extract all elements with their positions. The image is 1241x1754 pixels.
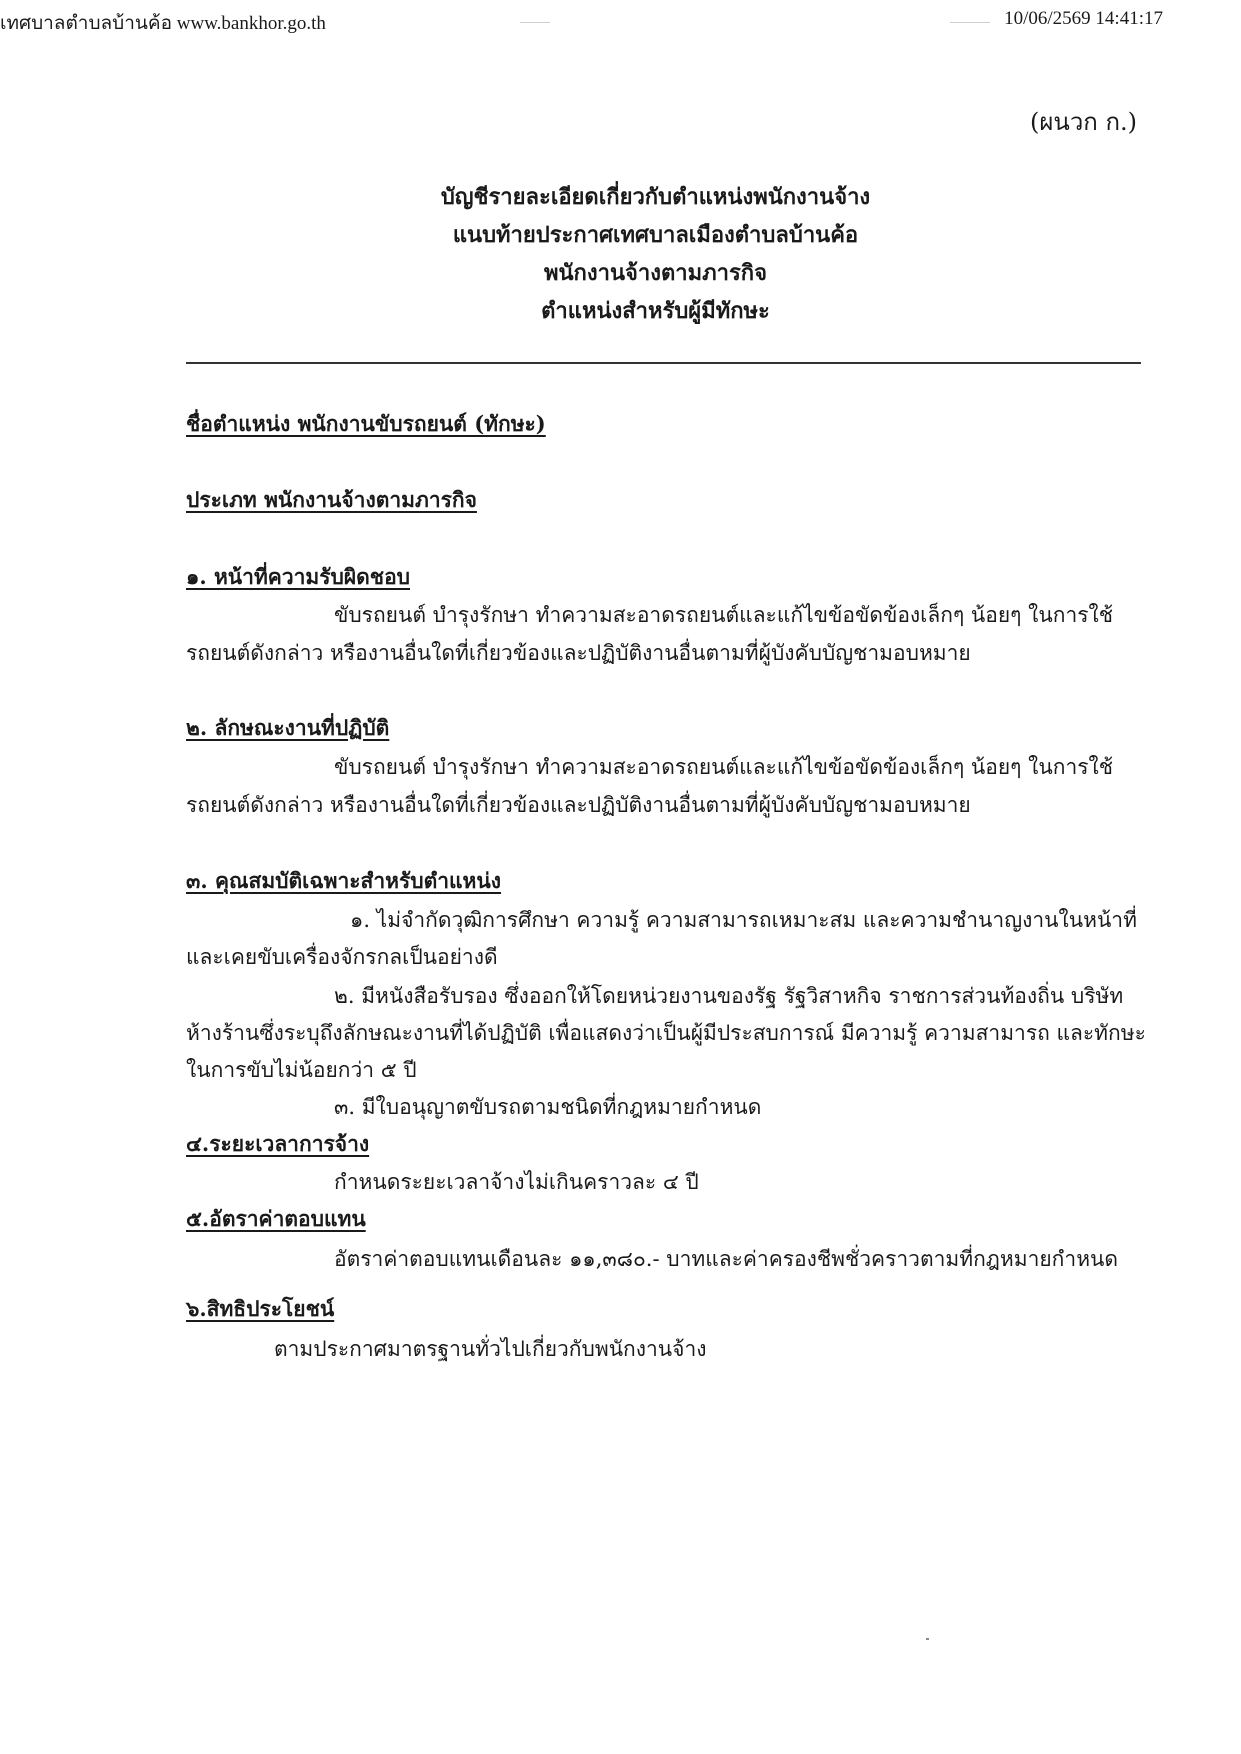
section-pay-heading: ๕.อัตราค่าตอบแทน — [186, 1206, 366, 1231]
annex-label: (ผนวก ก.) — [1030, 108, 1137, 136]
qualification-3: ๓. มีใบอนุญาตขับรถตามชนิดที่กฎหมายกำหนด — [334, 1095, 762, 1119]
benefits-text: ตามประกาศมาตรฐานทั่วไปเกี่ยวกับพนักงานจ้าง — [274, 1337, 707, 1361]
section-qualifications-heading: ๓. คุณสมบัติเฉพาะสำหรับตำแหน่ง — [186, 868, 502, 893]
work-line-1: ขับรถยนต์ บำรุงรักษา ทำความสะอาดรถยนต์และแก้ไขข้อขัดข้องเล็กๆ น้อยๆ ในการใช้ — [334, 755, 1114, 779]
section-work-heading: ๒. ลักษณะงานที่ปฏิบัติ — [186, 715, 390, 740]
qualification-2-line-1: ๒. มีหนังสือรับรอง ซึ่งออกให้โดยหน่วยงานของรัฐ รัฐวิสาหกิจ ราชการส่วนท้องถิ่น บริษัท — [334, 984, 1124, 1008]
document-title — [0, 178, 1241, 330]
scan-mark — [520, 22, 550, 23]
scan-mark — [950, 22, 990, 23]
qualification-1-line-1: ๑. ไม่จำกัดวุฒิการศึกษา ความรู้ ความสามารถเหมาะสม และความชำนาญงานในหน้าที่ — [350, 908, 1137, 932]
position-type: ประเภท พนักงานจ้างตามภารกิจ — [186, 487, 477, 512]
title-line: บัญชีรายละเอียดเกี่ยวกับตำแหน่งพนักงานจ้าง — [440, 184, 871, 210]
title-line: พนักงานจ้างตามภารกิจ — [543, 260, 767, 286]
title-line: แนบท้ายประกาศเทศบาลเมืองตำบลบ้านค้อ — [452, 222, 859, 248]
section-duties-heading: ๑. หน้าที่ความรับผิดชอบ — [186, 564, 411, 589]
pay-text: อัตราค่าตอบแทนเดือนละ ๑๑,๓๘๐.- บาทและค่าครองชีพชั่วคราวตามที่กฎหมายกำหนด — [334, 1247, 1119, 1271]
duties-line-1: ขับรถยนต์ บำรุงรักษา ทำความสะอาดรถยนต์และแก้ไขข้อขัดข้องเล็กๆ น้อยๆ ในการใช้ — [334, 603, 1114, 627]
scan-speck — [926, 1638, 929, 1640]
term-text: กำหนดระยะเวลาจ้างไม่เกินคราวละ ๔ ปี — [334, 1170, 699, 1194]
position-name: ชื่อตำแหน่ง พนักงานขับรถยนต์ (ทักษะ) — [186, 411, 546, 436]
title-line: ตำแหน่งสำหรับผู้มีทักษะ — [541, 298, 770, 324]
section-term-heading: ๔.ระยะเวลาการจ้าง — [186, 1131, 370, 1156]
qualification-2-line-3: ในการขับไม่น้อยกว่า ๕ ปี — [186, 1058, 417, 1082]
work-line-2: รถยนต์ดังกล่าว หรืองานอื่นใดที่เกี่ยวข้องและปฏิบัติงานอื่นตามที่ผู้บังคับบัญชามอบหมาย — [186, 793, 971, 817]
duties-line-2: รถยนต์ดังกล่าว หรืองานอื่นใดที่เกี่ยวข้องและปฏิบัติงานอื่นตามที่ผู้บังคับบัญชามอบหมาย — [186, 641, 971, 665]
qualification-1-line-2: และเคยขับเครื่องจักรกลเป็นอย่างดี — [186, 945, 498, 969]
horizontal-rule — [186, 362, 1141, 364]
section-benefits-heading: ๖.สิทธิประโยชน์ — [186, 1296, 335, 1321]
site-header: เทศบาลตำบลบ้านค้อ www.bankhor.go.th — [0, 13, 326, 34]
qualification-2-line-2: ห้างร้านซึ่งระบุถึงลักษณะงานที่ได้ปฏิบัติ เพื่อแสดงว่าเป็นผู้มีประสบการณ์ มีความรู้ ความสามารถ และทักษะ — [186, 1021, 1146, 1045]
print-timestamp: 10/06/2569 14:41:17 — [1004, 8, 1163, 29]
